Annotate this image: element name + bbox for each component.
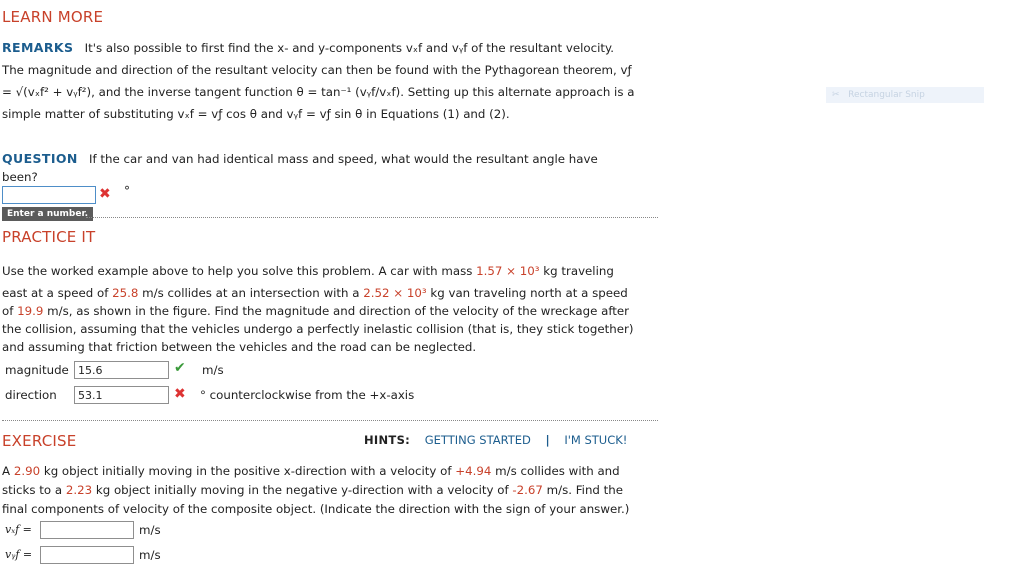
practice-text: east at a speed of <box>2 286 113 300</box>
vyf-label: vᵧf = <box>5 548 33 561</box>
incorrect-icon: ✖ <box>174 386 186 402</box>
question-unit: ° <box>124 184 130 198</box>
question-block <box>2 149 662 187</box>
correct-icon: ✔ <box>174 360 186 376</box>
direction-unit: ° counterclockwise from the +x-axis <box>200 388 415 402</box>
question-label: QUESTION <box>2 151 78 166</box>
input-tooltip: Enter a number. <box>2 207 93 221</box>
section-divider <box>86 217 658 218</box>
hints-bar <box>364 433 627 447</box>
exercise-heading: EXERCISE <box>2 432 77 450</box>
car-mass-value: 1.57 × 10³ <box>476 264 540 278</box>
magnitude-input[interactable] <box>74 361 169 379</box>
car-speed-value: 25.8 <box>112 286 139 300</box>
practice-text: the collision, assuming that the vehicles undergo a perfectly inelastic collision (that is, they stick together) <box>2 322 634 336</box>
question-text-line-2: been? <box>2 170 38 184</box>
hint-getting-started-link[interactable]: GETTING STARTED <box>424 433 531 447</box>
practice-text: of <box>2 304 18 318</box>
remarks-line-2: The magnitude and direction of the resultant velocity can then be found with the Pythagorean theorem, vƒ <box>2 63 632 77</box>
van-mass-value: 2.52 × 10³ <box>363 286 427 300</box>
practice-text: kg traveling <box>539 264 614 278</box>
question-text-line-1: If the car and van had identical mass and speed, what would the resultant angle have <box>89 152 598 166</box>
vyf-input[interactable] <box>40 546 134 564</box>
exercise-problem-text <box>2 462 662 519</box>
hint-im-stuck-link[interactable]: I'M STUCK! <box>564 433 628 447</box>
vxf-unit: m/s <box>139 523 161 537</box>
incorrect-icon: ✖ <box>99 186 111 202</box>
snip-label: Rectangular Snip <box>848 90 925 100</box>
exercise-text: kg object initially moving in the negative y-direction with a velocity of <box>92 483 513 497</box>
practice-text: m/s, as shown in the figure. Find the magnitude and direction of the velocity of the wreckage after <box>43 304 630 318</box>
direction-input[interactable] <box>74 386 169 404</box>
hints-label: HINTS: <box>364 433 411 447</box>
practice-text: m/s collides at an intersection with a <box>138 286 364 300</box>
vyf-unit: m/s <box>139 548 161 562</box>
learn-more-heading: LEARN MORE <box>2 8 104 26</box>
remarks-line-3: = √(vₓf² + vᵧf²), and the inverse tangent function θ = tan⁻¹ (vᵧf/vₓf). Setting up this alternate approach is a <box>2 85 635 99</box>
hint-separator: | <box>545 433 550 447</box>
practice-text: kg van traveling north at a speed <box>426 286 628 300</box>
practice-it-heading: PRACTICE IT <box>2 228 96 246</box>
magnitude-label: magnitude <box>5 363 69 377</box>
exercise-text: m/s collides with and <box>491 464 620 478</box>
van-speed-value: 19.9 <box>17 304 44 318</box>
section-divider <box>2 420 658 421</box>
practice-problem-text <box>2 262 662 357</box>
direction-label: direction <box>5 388 57 402</box>
practice-text: and assuming that friction between the vehicles and the road can be neglected. <box>2 340 477 354</box>
remarks-line-4: simple matter of substituting vₓf = vƒ cos θ and vᵧf = vƒ sin θ in Equations (1) and (2). <box>2 107 510 121</box>
exercise-text: kg object initially moving in the positive x-direction with a velocity of <box>40 464 456 478</box>
snip-icon: ✂ <box>832 90 846 100</box>
velocity-2-value: -2.67 <box>512 483 543 497</box>
remarks-block <box>2 38 662 124</box>
magnitude-unit: m/s <box>202 363 224 377</box>
mass-2-value: 2.23 <box>65 483 93 497</box>
question-answer-input[interactable] <box>2 186 96 204</box>
remarks-line-1: It's also possible to first find the x- and y-components vₓf and vᵧf of the resultant velocity. <box>84 41 615 55</box>
exercise-text: final components of velocity of the composite object. (Indicate the direction with the sign of your answer.) <box>2 502 630 516</box>
practice-text: Use the worked example above to help you solve this problem. A car with mass <box>2 264 477 278</box>
vxf-input[interactable] <box>40 521 134 539</box>
remarks-label: REMARKS <box>2 40 74 55</box>
mass-1-value: 2.90 <box>13 464 41 478</box>
rectangular-snip-button[interactable] <box>826 87 984 103</box>
exercise-text: m/s. Find the <box>542 483 624 497</box>
velocity-1-value: +4.94 <box>455 464 492 478</box>
exercise-text: A <box>2 464 14 478</box>
exercise-text: sticks to a <box>2 483 66 497</box>
vxf-label: vₓf = <box>5 523 32 536</box>
